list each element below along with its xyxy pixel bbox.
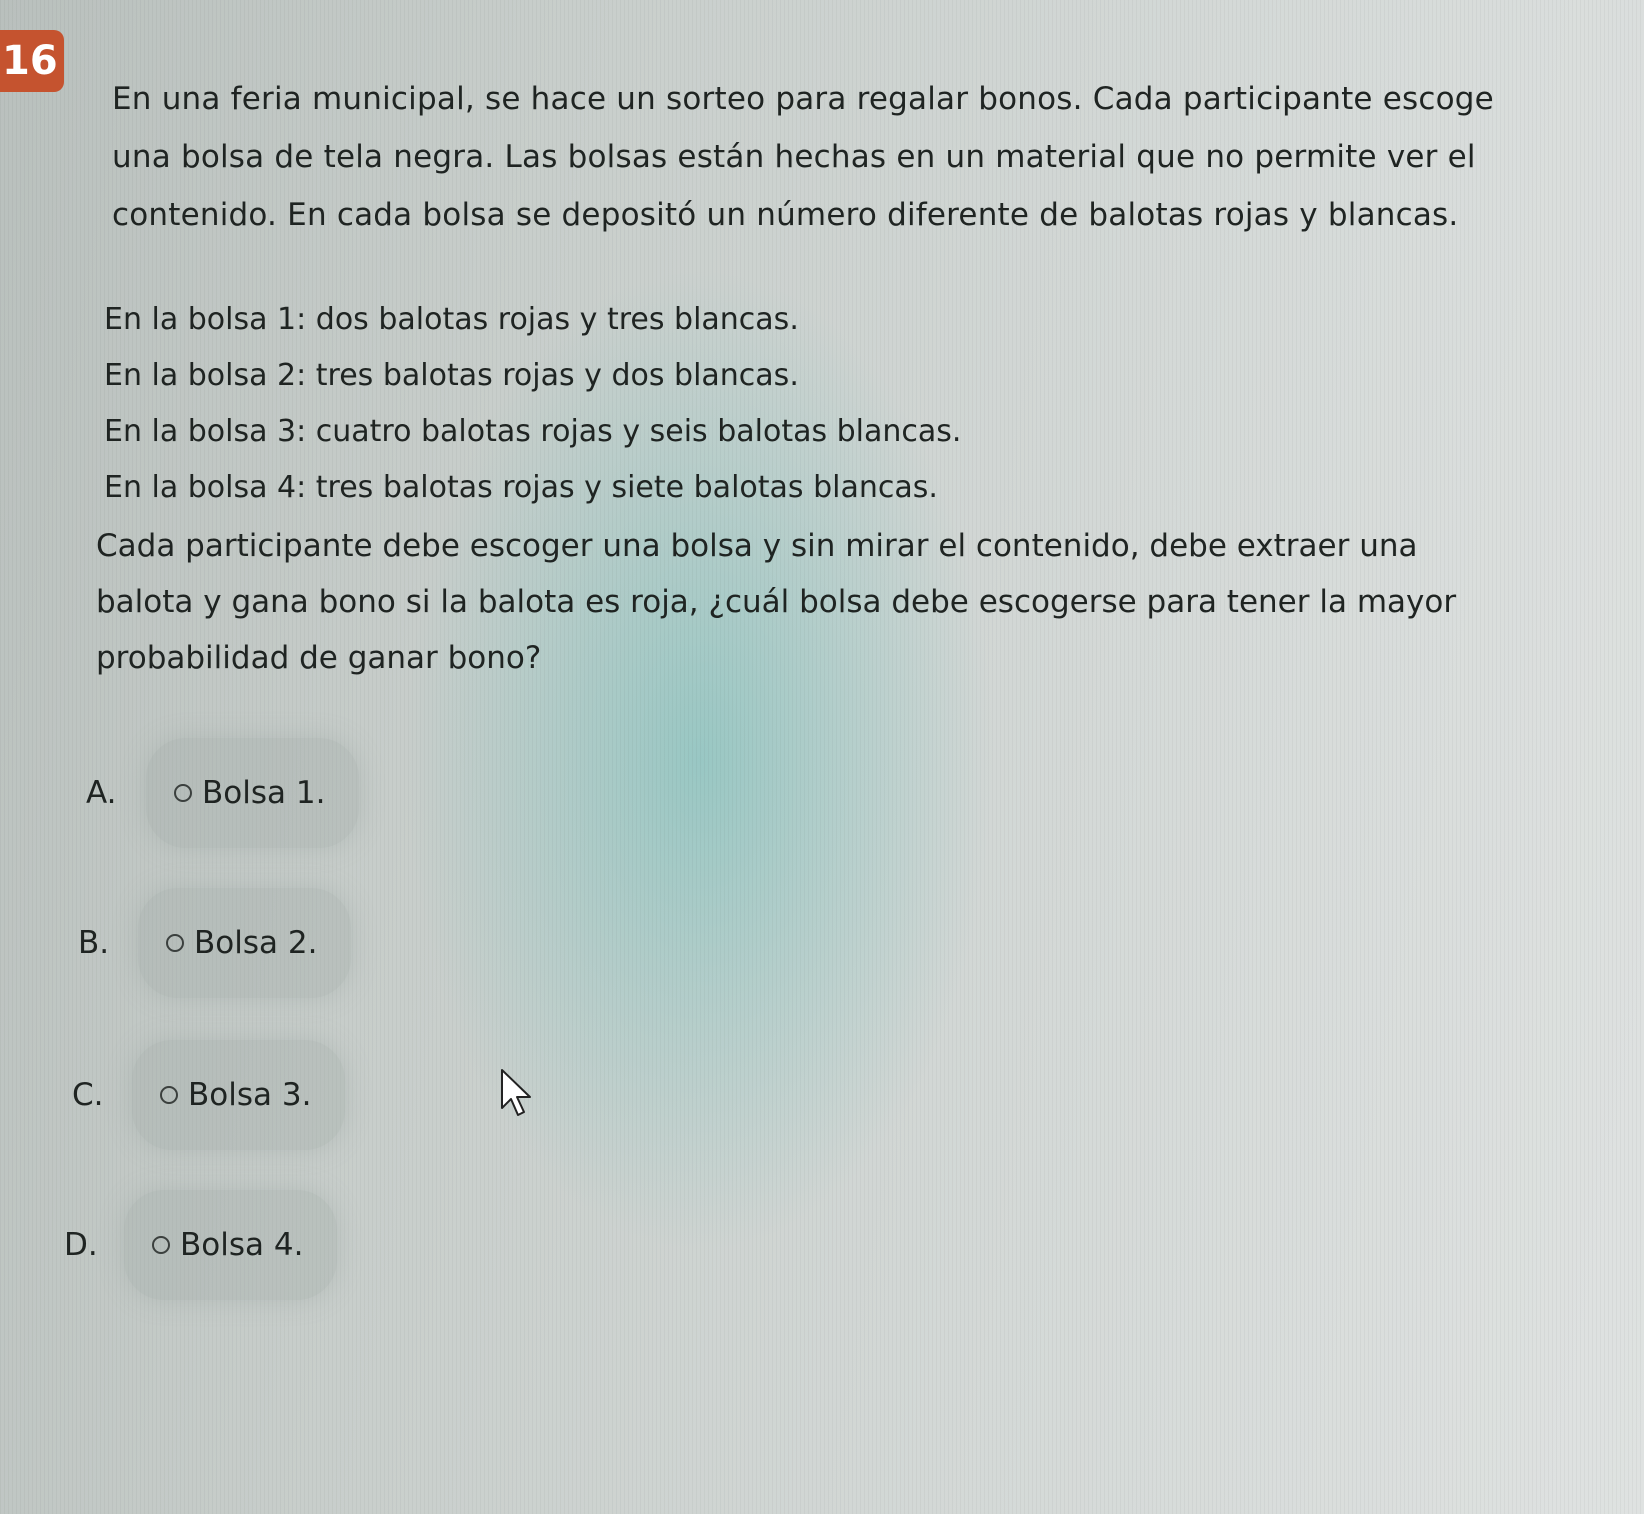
radio-button-icon[interactable] — [152, 1236, 170, 1254]
option-letter: D. — [64, 1227, 98, 1263]
option-a[interactable] — [86, 738, 359, 848]
question-intro — [112, 70, 1612, 244]
question-line: balota y gana bono si la balota es roja, ¿cuál bolsa debe escogerse para tener la mayor — [96, 584, 1457, 620]
radio-button-icon[interactable] — [174, 784, 192, 802]
intro-line: una bolsa de tela negra. Las bolsas están hechas en un material que no permite ver el — [112, 139, 1476, 175]
radio-button-icon[interactable] — [166, 934, 184, 952]
option-c[interactable] — [72, 1040, 345, 1150]
bag-description: En la bolsa 2: tres balotas rojas y dos blancas. — [104, 358, 799, 393]
option-d-button[interactable] — [124, 1190, 337, 1300]
mouse-pointer-icon — [500, 1068, 534, 1118]
option-letter: C. — [72, 1077, 104, 1113]
question-line: probabilidad de ganar bono? — [96, 640, 542, 676]
option-label: Bolsa 4. — [180, 1227, 304, 1263]
question-line: Cada participante debe escoger una bolsa y sin mirar el contenido, debe extraer una — [96, 528, 1418, 564]
option-c-button[interactable] — [132, 1040, 345, 1150]
option-b[interactable] — [78, 888, 351, 998]
option-letter: A. — [86, 775, 117, 811]
question-number-badge: 16 — [0, 30, 64, 92]
intro-line: contenido. En cada bolsa se depositó un número diferente de balotas rojas y blancas. — [112, 197, 1459, 233]
bag-list — [104, 292, 1604, 516]
radio-button-icon[interactable] — [160, 1086, 178, 1104]
option-d[interactable] — [64, 1190, 337, 1300]
bag-description: En la bolsa 1: dos balotas rojas y tres blancas. — [104, 302, 799, 337]
option-a-button[interactable] — [146, 738, 359, 848]
question-prompt — [96, 518, 1636, 686]
bag-description: En la bolsa 4: tres balotas rojas y siete balotas blancas. — [104, 470, 938, 505]
option-letter: B. — [78, 925, 110, 961]
option-b-button[interactable] — [138, 888, 351, 998]
intro-line: En una feria municipal, se hace un sorteo para regalar bonos. Cada participante escoge — [112, 81, 1494, 117]
option-label: Bolsa 1. — [202, 775, 326, 811]
bag-description: En la bolsa 3: cuatro balotas rojas y seis balotas blancas. — [104, 414, 962, 449]
option-label: Bolsa 2. — [194, 925, 318, 961]
option-label: Bolsa 3. — [188, 1077, 312, 1113]
